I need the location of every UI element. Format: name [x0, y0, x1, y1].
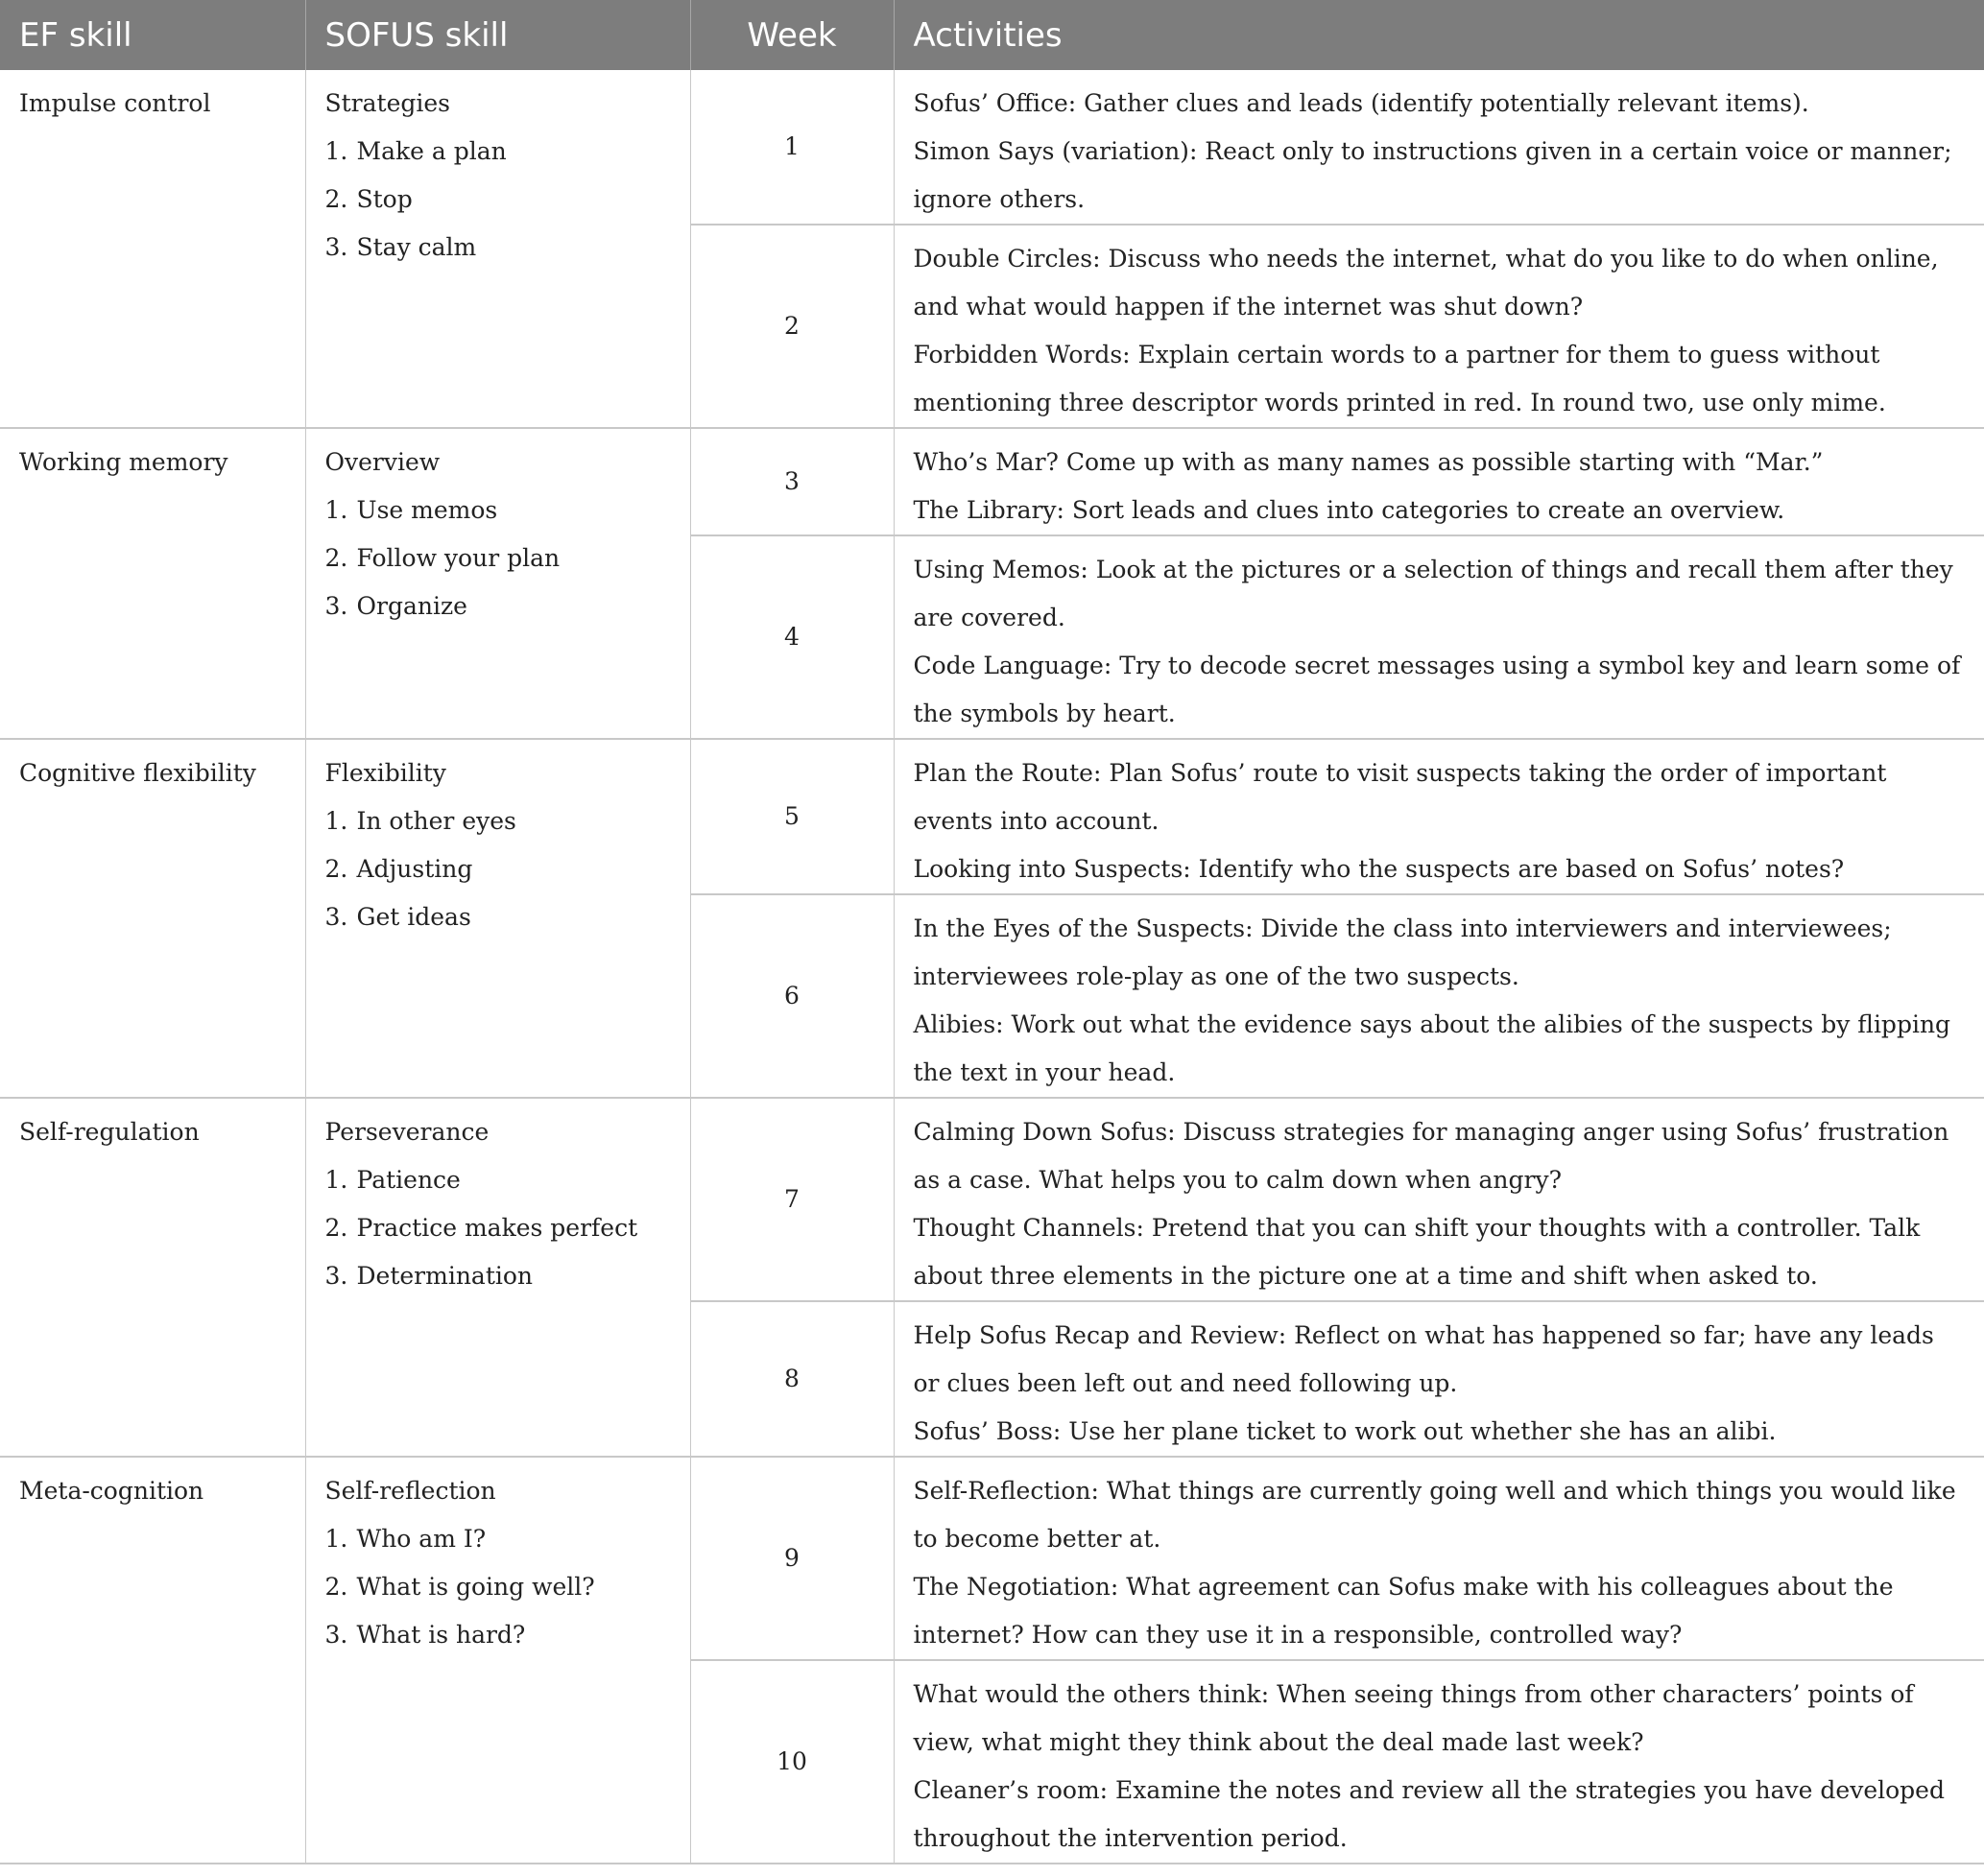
- strategy-item: [325, 582, 671, 630]
- strategy-item: [325, 176, 671, 224]
- sofus-skill-cell: [305, 70, 690, 428]
- strategy-item: [325, 1515, 671, 1563]
- strategy-text: Stop: [356, 185, 413, 213]
- strategy-item: [325, 1204, 671, 1252]
- activities-cell: [894, 1457, 1984, 1660]
- header-ef-skill: EF skill: [0, 0, 305, 70]
- ef-skill-cell: Impulse control: [0, 70, 305, 428]
- week-cell: 9: [690, 1457, 894, 1660]
- activity-text: Sofus’ Office: Gather clues and leads (identify potentially relevant items).: [913, 89, 1809, 117]
- header-week: Week: [690, 0, 894, 70]
- activity-text: Double Circles: Discuss who needs the internet, what do you like to do when online, and what would happen if the internet was shut down?: [913, 245, 1939, 321]
- week-cell: 10: [690, 1660, 894, 1864]
- strategy-text: Patience: [356, 1166, 461, 1194]
- activity-text: Looking into Suspects: Identify who the suspects are based on Sofus’ notes?: [913, 855, 1845, 883]
- week-cell: 1: [690, 70, 894, 225]
- activity-text: Cleaner’s room: Examine the notes and review all the strategies you have developed throughout the intervention period.: [913, 1776, 1945, 1852]
- sofus-skill-title: Self-reflection: [324, 1477, 496, 1505]
- activity-text: Plan the Route: Plan Sofus’ route to visit suspects taking the order of important events into account.: [913, 759, 1887, 835]
- week-cell: 7: [690, 1098, 894, 1301]
- sofus-skill-cell: [305, 428, 690, 739]
- week-cell: 4: [690, 535, 894, 739]
- activity-text: What would the others think: When seeing things from other characters’ points of view, what might they think about the deal made last week?: [913, 1680, 1914, 1756]
- activities-cell: [894, 739, 1984, 894]
- strategy-item: [325, 1563, 671, 1611]
- strategy-item: [325, 797, 671, 845]
- activities-cell: [894, 894, 1984, 1098]
- strategy-number: 3.: [324, 233, 348, 261]
- activity-text: Alibies: Work out what the evidence says about the alibies of the suspects by flipping the text in your head.: [913, 1010, 1951, 1086]
- strategy-number: 1.: [324, 496, 348, 524]
- strategy-number: 3.: [324, 592, 348, 620]
- sofus-skill-cell: [305, 739, 690, 1098]
- activities-cell: [894, 428, 1984, 535]
- table-row: [0, 70, 1984, 225]
- strategy-item: [325, 845, 671, 893]
- strategy-list: [325, 1156, 671, 1300]
- strategy-number: 3.: [324, 1621, 348, 1649]
- strategy-item: [325, 128, 671, 176]
- strategy-number: 3.: [324, 903, 348, 931]
- header-activities: Activities: [894, 0, 1984, 70]
- activity-text: Code Language: Try to decode secret messages using a symbol key and learn some of the symbols by heart.: [913, 652, 1961, 727]
- strategy-item: [325, 893, 671, 941]
- strategy-text: In other eyes: [356, 807, 516, 835]
- strategy-text: Adjusting: [356, 855, 473, 883]
- activities-cell: [894, 225, 1984, 428]
- strategy-number: 3.: [324, 1262, 348, 1290]
- strategy-item: [325, 487, 671, 534]
- ef-skill-cell: Self-regulation: [0, 1098, 305, 1457]
- week-cell: 8: [690, 1301, 894, 1457]
- table-header: [0, 0, 1984, 70]
- sofus-skill-cell: [305, 1098, 690, 1457]
- activity-text: The Library: Sort leads and clues into categories to create an overview.: [913, 496, 1785, 524]
- strategy-text: Organize: [356, 592, 467, 620]
- activity-text: Self-Reflection: What things are currently going well and which things you would like to become better at.: [913, 1477, 1956, 1553]
- strategy-number: 2.: [324, 544, 348, 572]
- strategy-text: What is going well?: [356, 1573, 595, 1601]
- ef-skill-cell: Working memory: [0, 428, 305, 739]
- strategy-item: [325, 224, 671, 272]
- activity-text: Thought Channels: Pretend that you can shift your thoughts with a controller. Talk about three elements in the picture one at a time and shift when asked to.: [913, 1214, 1921, 1290]
- ef-skill-cell: Meta-cognition: [0, 1457, 305, 1864]
- strategy-number: 2.: [324, 855, 348, 883]
- table-row: [0, 1098, 1984, 1301]
- header-row: [0, 0, 1984, 70]
- strategy-number: 2.: [324, 1573, 348, 1601]
- strategy-list: [325, 1515, 671, 1659]
- strategy-text: Determination: [356, 1262, 534, 1290]
- activities-cell: [894, 535, 1984, 739]
- activity-text: Who’s Mar? Come up with as many names as possible starting with “Mar.”: [913, 448, 1824, 476]
- strategy-item: [325, 534, 671, 582]
- strategy-number: 1.: [324, 1525, 348, 1553]
- strategy-text: Get ideas: [356, 903, 471, 931]
- strategy-item: [325, 1611, 671, 1659]
- strategy-text: Make a plan: [356, 137, 507, 165]
- activity-text: In the Eyes of the Suspects: Divide the class into interviewers and interviewees; interviewees role-play as one of the two suspects.: [913, 914, 1892, 990]
- strategy-number: 2.: [324, 185, 348, 213]
- activities-cell: [894, 1098, 1984, 1301]
- strategy-text: Use memos: [356, 496, 498, 524]
- strategy-number: 2.: [324, 1214, 348, 1242]
- activity-text: Help Sofus Recap and Review: Reflect on what has happened so far; have any leads or clues been left out and need following up.: [913, 1321, 1934, 1397]
- strategy-text: Stay calm: [356, 233, 477, 261]
- strategy-list: [325, 487, 671, 630]
- strategy-number: 1.: [324, 137, 348, 165]
- week-cell: 3: [690, 428, 894, 535]
- strategy-item: [325, 1156, 671, 1204]
- table-row: [0, 428, 1984, 535]
- sofus-skill-title: Flexibility: [324, 759, 446, 787]
- activity-text: The Negotiation: What agreement can Sofus make with his colleagues about the internet? How can they use it in a responsible, controlled way?: [913, 1573, 1894, 1649]
- strategy-text: Practice makes perfect: [356, 1214, 638, 1242]
- activity-text: Simon Says (variation): React only to instructions given in a certain voice or manner; ignore others.: [913, 137, 1952, 213]
- strategy-text: Follow your plan: [356, 544, 561, 572]
- strategy-text: Who am I?: [356, 1525, 487, 1553]
- sofus-skill-title: Strategies: [324, 89, 450, 117]
- ef-skill-cell: Cognitive flexibility: [0, 739, 305, 1098]
- activities-cell: [894, 1301, 1984, 1457]
- strategy-text: What is hard?: [356, 1621, 526, 1649]
- strategy-number: 1.: [324, 1166, 348, 1194]
- activities-cell: [894, 1660, 1984, 1864]
- sofus-skill-cell: [305, 1457, 690, 1864]
- sofus-skill-title: Overview: [324, 448, 441, 476]
- header-sofus-skill: SOFUS skill: [305, 0, 690, 70]
- table-body: [0, 70, 1984, 1864]
- week-cell: 6: [690, 894, 894, 1098]
- activity-text: Using Memos: Look at the pictures or a selection of things and recall them after they are covered.: [913, 556, 1953, 631]
- strategy-list: [325, 128, 671, 272]
- activity-text: Sofus’ Boss: Use her plane ticket to work out whether she has an alibi.: [913, 1417, 1777, 1445]
- activity-text: Forbidden Words: Explain certain words to a partner for them to guess without mentioning three descriptor words printed in red. In round two, use only mime.: [913, 341, 1886, 416]
- table-row: [0, 1457, 1984, 1660]
- week-cell: 2: [690, 225, 894, 428]
- activity-text: Calming Down Sofus: Discuss strategies for managing anger using Sofus’ frustration as a case. What helps you to calm down when angry?: [913, 1118, 1949, 1194]
- table-row: [0, 739, 1984, 894]
- week-cell: 5: [690, 739, 894, 894]
- strategy-list: [325, 797, 671, 941]
- strategy-number: 1.: [324, 807, 348, 835]
- strategy-item: [325, 1252, 671, 1300]
- activities-cell: [894, 70, 1984, 225]
- sofus-skill-title: Perseverance: [324, 1118, 490, 1146]
